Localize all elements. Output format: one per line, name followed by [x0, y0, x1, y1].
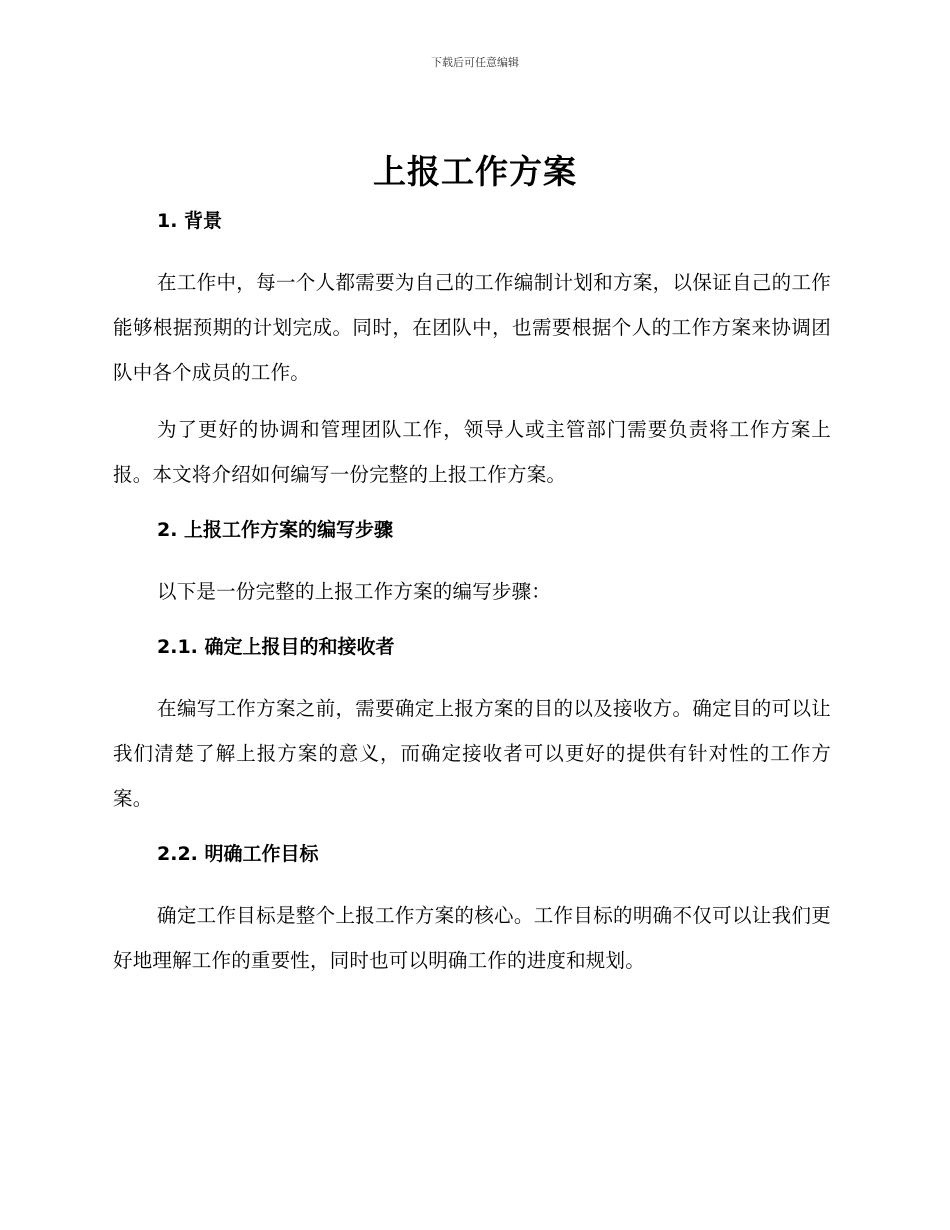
section-heading-background: 1. 背景 [157, 210, 223, 232]
paragraph: 确定工作目标是整个上报工作方案的核心。工作目标的明确不仅可以让我们更好地理解工作的重要性，同时也可以明确工作的进度和规划。 [113, 904, 831, 972]
section-heading-goals: 2.2. 明确工作目标 [157, 843, 319, 865]
paragraph: 以下是一份完整的上报工作方案的编写步骤： [157, 580, 552, 603]
section-heading-steps: 2. 上报工作方案的编写步骤 [157, 519, 394, 541]
paragraph: 为了更好的协调和管理团队工作，领导人或主管部门需要负责将工作方案上报。本文将介绍如何编写一份完整的上报工作方案。 [113, 418, 831, 486]
page-header-note: 下载后可任意编辑 [431, 56, 519, 69]
paragraph: 在编写工作方案之前，需要确定上报方案的目的以及接收方。确定目的可以让我们清楚了解上报方案的意义，而确定接收者可以更好的提供有针对性的工作方案。 [113, 697, 831, 810]
paragraph: 在工作中，每一个人都需要为自己的工作编制计划和方案，以保证自己的工作能够根据预期的计划完成。同时，在团队中，也需要根据个人的工作方案来协调团队中各个成员的工作。 [113, 271, 831, 384]
document-body [113, 206, 831, 983]
document-title: 上报工作方案 [373, 152, 577, 191]
section-heading-purpose: 2.1. 确定上报目的和接收者 [157, 636, 395, 658]
